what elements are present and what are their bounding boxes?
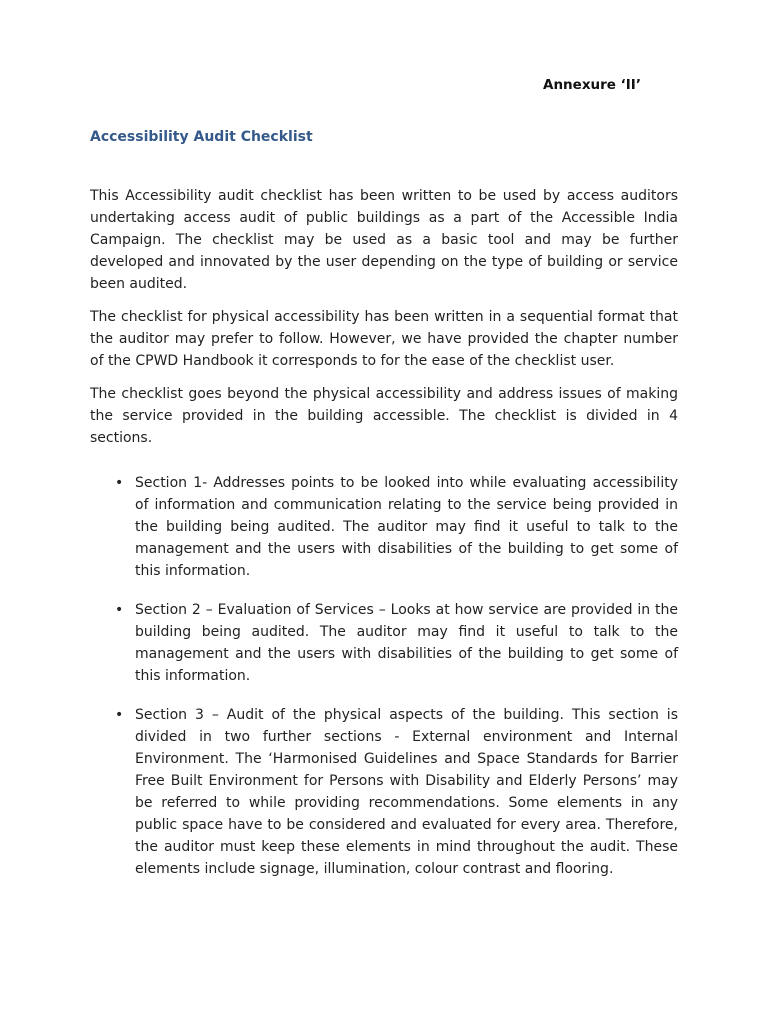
sections-overview-paragraph: The checklist goes beyond the physical accessibility and address issues of making the service provided in the building accessible. The checklist is divided in 4 sections.	[90, 386, 678, 446]
section-2-item	[90, 599, 678, 687]
section-1-text: Section 1- Addresses points to be looked into while evaluating accessibility of information and communication relating to the service being provided in the building being audited. The auditor may find it useful to talk to the management and the users with disabilities of the building to get some of this information.	[135, 475, 678, 579]
section-3-item	[90, 704, 678, 880]
bullet-icon: •	[115, 602, 124, 618]
annexure-label: Annexure ‘II’	[543, 77, 641, 93]
document-title: Accessibility Audit Checklist	[90, 129, 313, 145]
bullet-icon: •	[115, 475, 124, 491]
section-1-item	[90, 472, 678, 582]
bullet-icon: •	[115, 707, 124, 723]
section-2-text: Section 2 – Evaluation of Services – Looks at how service are provided in the building being audited. The auditor may find it useful to talk to the management and the users with disabilities of the building to get some of this information.	[135, 602, 678, 684]
sequential-format-paragraph: The checklist for physical accessibility has been written in a sequential format that the auditor may prefer to follow. However, we have provided the chapter number of the CPWD Handbook it corresponds to for the ease of the checklist user.	[90, 309, 678, 369]
sections-list	[90, 472, 678, 880]
section-3-text: Section 3 – Audit of the physical aspects of the building. This section is divided in two further sections - External environment and Internal Environment. The ‘Harmonised Guidelines and Space Standards for Barrier Free Built Environment for Persons with Disability and Elderly Persons’ may be referred to while providing recommendations. Some elements in any public space have to be considered and evaluated for every area. Therefore, the auditor must keep these elements in mind throughout the audit. These elements include signage, illumination, colour contrast and flooring.	[135, 707, 678, 877]
intro-paragraph: This Accessibility audit checklist has been written to be used by access auditors undertaking access audit of public buildings as a part of the Accessible India Campaign. The checklist may be used as a basic tool and may be further developed and innovated by the user depending on the type of building or service been audited.	[90, 188, 678, 292]
document-body	[90, 185, 678, 897]
